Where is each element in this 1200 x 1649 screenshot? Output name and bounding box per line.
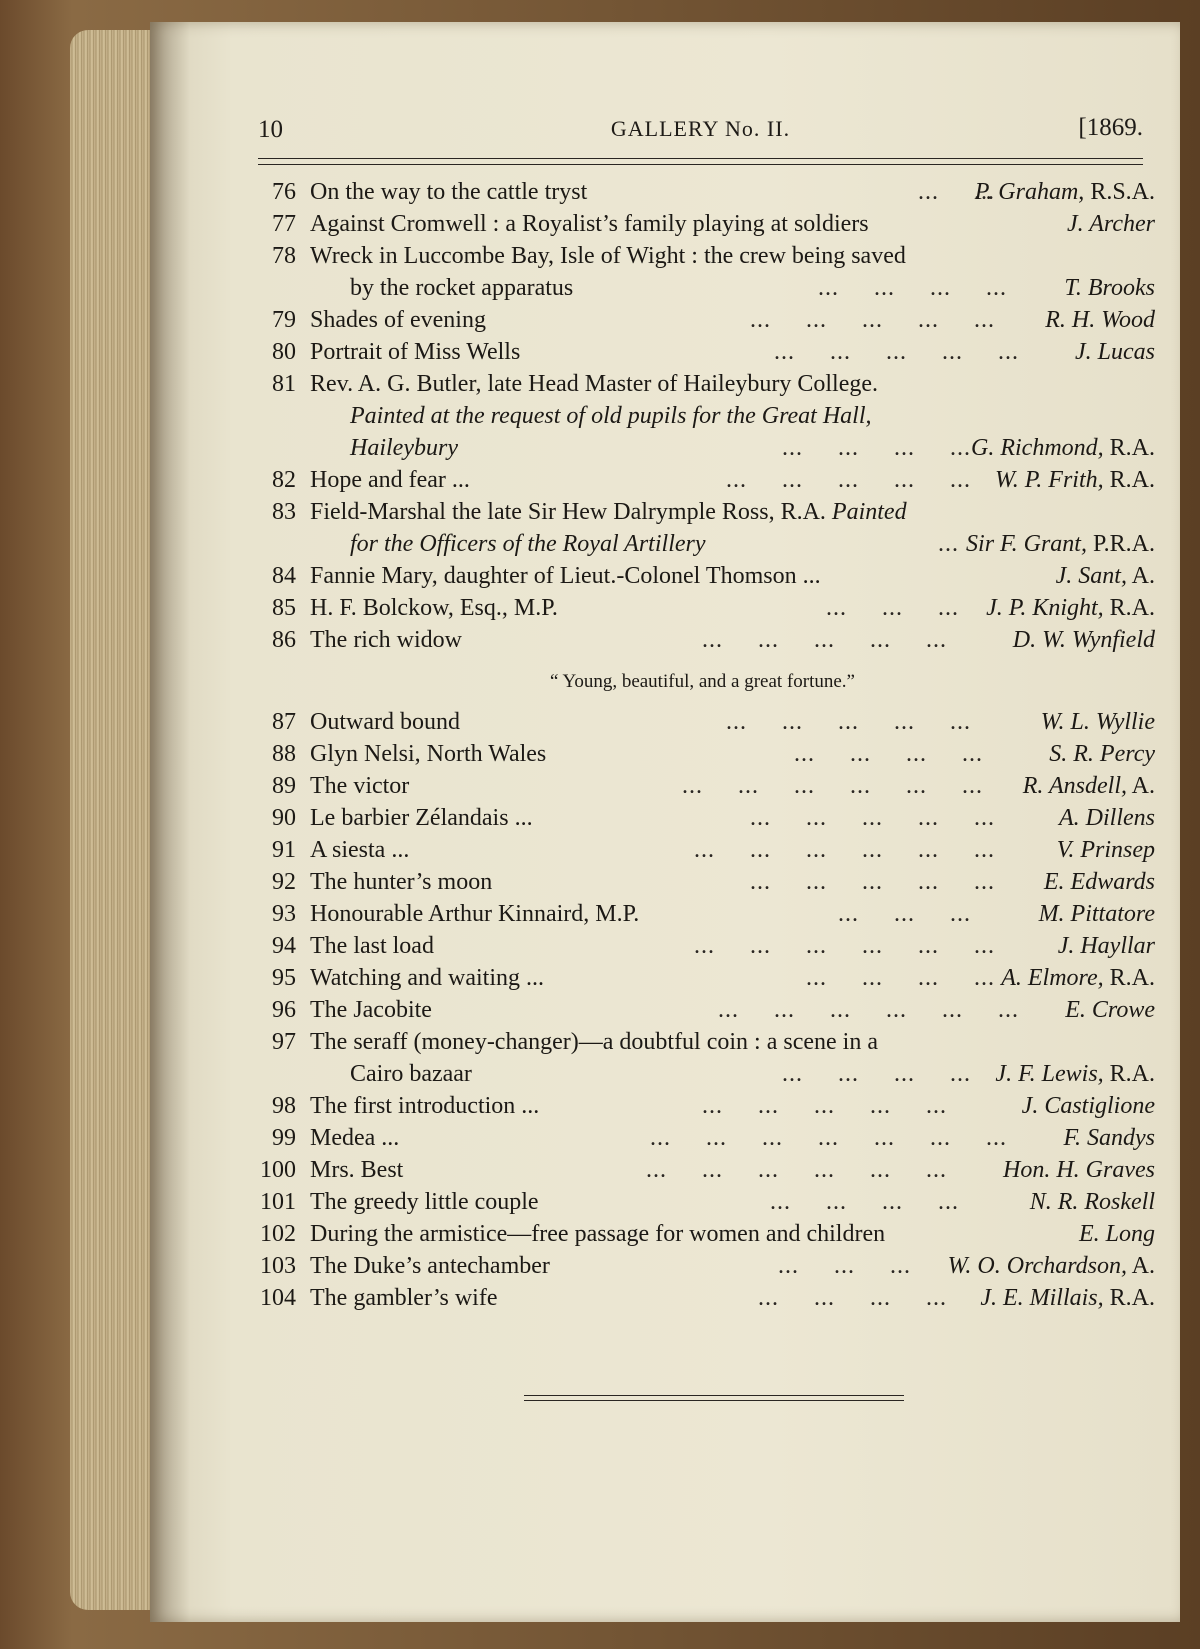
entry-title-continued: Cairo bazaar: [350, 1061, 472, 1087]
entry-number: 90: [272, 805, 296, 831]
entry-title: Glyn Nelsi, North Wales: [310, 741, 547, 767]
entry-title: The last load: [310, 933, 434, 959]
artist-name: [971, 432, 1155, 464]
entry-title: Hope and fear ...: [310, 467, 470, 493]
catalogue-entry: [250, 994, 1155, 1026]
entry-title: Wreck in Luccombe Bay, Isle of Wight : the crew being saved: [310, 243, 906, 269]
artist-honour: R.A.: [1103, 595, 1155, 621]
artist-name-italic: M. Pittatore: [1038, 901, 1155, 927]
entry-number: 101: [260, 1189, 296, 1215]
artist-name: [1023, 770, 1155, 802]
entry-title-continued: by the rocket apparatus: [350, 275, 574, 301]
entry-title: The victor: [310, 773, 410, 799]
artist-name-italic: J. Castiglione: [1021, 1093, 1155, 1119]
entry-number: 88: [272, 741, 296, 767]
entry-number: 92: [272, 869, 296, 895]
page-edges: [70, 30, 160, 1610]
entry-title: Rev. A. G. Butler, late Head Master of Haileybury College.: [310, 371, 878, 397]
gallery-title: GALLERY No. II.: [610, 116, 791, 141]
artist-name-italic: E. Crowe: [1065, 997, 1155, 1023]
entry-number: 96: [272, 997, 296, 1023]
leader-dots: ... ... ... ... ...: [702, 627, 947, 653]
entry-continuation: [250, 1058, 1155, 1090]
leader-dots: ... ... ...: [826, 595, 959, 621]
running-head: [258, 112, 1143, 152]
artist-name-italic: E. Long: [1078, 1221, 1155, 1247]
catalogue-entry: [250, 1154, 1155, 1186]
artist-name-italic: Sir F. Grant,: [966, 531, 1087, 557]
entry-title: Outward bound: [310, 709, 460, 735]
artist-name-italic: J. F. Lewis,: [995, 1061, 1104, 1087]
artist-honour: R.A.: [1103, 435, 1155, 461]
catalogue-entry: [250, 208, 1155, 240]
leader-dots: ... ... ... ... ... ...: [718, 997, 1019, 1023]
artist-name: [995, 464, 1155, 496]
artist-name: [1063, 1122, 1155, 1154]
artist-name: [995, 1058, 1155, 1090]
catalogue-entry: [250, 1090, 1155, 1122]
catalogue-entry: [250, 464, 1155, 496]
catalogue-entry: [250, 176, 1155, 208]
page-number: 10: [258, 116, 283, 143]
artist-name-italic: J. E. Millais,: [980, 1285, 1104, 1311]
catalogue-entry: [250, 336, 1155, 368]
entry-title: Mrs. Best: [310, 1157, 404, 1183]
entry-title: The rich widow: [310, 627, 462, 653]
entry-title: Against Cromwell : a Royalist’s family playing at soldiers: [310, 211, 869, 237]
entry-title: Medea ...: [310, 1125, 400, 1151]
entry-title: The Jacobite: [310, 997, 432, 1023]
entry-title: Honourable Arthur Kinnaird, M.P.: [310, 901, 640, 927]
catalogue-entry: [250, 738, 1155, 770]
catalogue-entry: [250, 624, 1155, 656]
leader-dots: ... ... ... ... ...: [750, 869, 995, 895]
artist-name-italic: J. Hayllar: [1057, 933, 1155, 959]
artist-name: [1022, 1090, 1155, 1122]
artist-name: [1079, 1218, 1155, 1250]
entry-number: 87: [272, 709, 296, 735]
leader-dots: ... ... ... ... ... ...: [646, 1157, 947, 1183]
artist-name: [1030, 1186, 1155, 1218]
artist-name: [1044, 866, 1155, 898]
leader-dots: ... ... ... ... ...: [774, 339, 1019, 365]
catalogue-entry: [250, 1122, 1155, 1154]
catalogue-entry: [250, 866, 1155, 898]
artist-name-italic: J. Sant,: [1055, 563, 1127, 589]
artist-honour: P.R.A.: [1086, 531, 1155, 557]
entry-title: Watching and waiting ...: [310, 965, 545, 991]
entry-title: Le barbier Zélandais ...: [310, 805, 533, 831]
header-rule: [258, 158, 1143, 165]
artist-name-italic: G. Richmond,: [971, 435, 1104, 461]
leader-dots: ... ... ...: [778, 1253, 911, 1279]
artist-name-italic: A. Dillens: [1059, 805, 1155, 831]
entry-title-continued: for the Officers of the Royal Artillery: [350, 531, 706, 557]
catalogue-entry: [250, 1026, 1155, 1058]
artist-name-italic: V. Prinsep: [1056, 837, 1155, 863]
catalogue-entry: [250, 898, 1155, 930]
catalogue-entry: [250, 560, 1155, 592]
leader-dots: ... ... ... ... ...: [750, 307, 995, 333]
entry-title: The seraff (money-changer)—a doubtful coin : a scene in a: [310, 1029, 878, 1055]
entry-title-italic: Painted: [825, 499, 907, 525]
entry-title: The hunter’s moon: [310, 869, 493, 895]
entry-number: 77: [272, 211, 296, 237]
artist-name: [1049, 738, 1155, 770]
entry-title: A siesta ...: [310, 837, 410, 863]
entry-title-continued: Haileybury: [350, 435, 458, 461]
entry-number: 97: [272, 1029, 296, 1055]
entry-title: Field-Marshal the late Sir Hew Dalrymple Ross, R.A. Painted: [310, 499, 907, 525]
artist-name: [1039, 898, 1155, 930]
leader-dots: ... ... ... ... ...: [702, 1093, 947, 1119]
entry-title: Portrait of Miss Wells: [310, 339, 521, 365]
artist-name-italic: R. H. Wood: [1045, 307, 1155, 333]
artist-name-italic: D. W. Wynfield: [1012, 627, 1155, 653]
catalogue-entry: [250, 706, 1155, 738]
artist-name-italic: R. Ansdell,: [1022, 773, 1127, 799]
artist-name-italic: N. R. Roskell: [1029, 1189, 1155, 1215]
catalogue-entry: [250, 834, 1155, 866]
spine-shadow: [150, 22, 190, 1622]
catalogue-entry: [250, 1282, 1155, 1314]
artist-name: [1058, 930, 1155, 962]
artist-name: [1056, 560, 1155, 592]
year-label: [1869.: [1078, 114, 1143, 141]
artist-name-italic: W. P. Frith,: [994, 467, 1104, 493]
artist-name: [1067, 208, 1155, 240]
entry-number: 94: [272, 933, 296, 959]
entry-title: Fannie Mary, daughter of Lieut.-Colonel Thomson ...: [310, 563, 821, 589]
entry-number: 104: [260, 1285, 296, 1311]
entry-number: 81: [272, 371, 296, 397]
catalogue-entry: [250, 930, 1155, 962]
leader-dots: ... ... ...: [838, 901, 971, 927]
artist-name: [1001, 962, 1155, 994]
artist-name: [1064, 272, 1155, 304]
catalogue-entry: [250, 304, 1155, 336]
entry-continuation: [250, 528, 1155, 560]
entry-number: 76: [272, 179, 296, 205]
leader-dots: ... ...: [918, 179, 995, 205]
catalogue-entry: [250, 496, 1155, 528]
entry-title: The gambler’s wife: [310, 1285, 498, 1311]
entry-title: The Duke’s antechamber: [310, 1253, 550, 1279]
entry-continuation: [250, 432, 1155, 464]
leader-dots: ... ... ... ... ... ...: [694, 933, 995, 959]
entry-title: Shades of evening: [310, 307, 486, 333]
catalogue-entry: [250, 962, 1155, 994]
entry-number: 91: [272, 837, 296, 863]
artist-name-italic: E. Edwards: [1043, 869, 1155, 895]
entry-number: 89: [272, 773, 296, 799]
entry-number: 85: [272, 595, 296, 621]
artist-name: [966, 528, 1155, 560]
artist-name: [1013, 624, 1155, 656]
entry-number: 93: [272, 901, 296, 927]
leader-dots: ... ... ... ... ... ... ...: [650, 1125, 1007, 1151]
entry-number: 100: [260, 1157, 296, 1183]
artist-name: [1059, 802, 1155, 834]
leader-dots: ...: [938, 531, 959, 557]
artist-name-italic: S. R. Percy: [1049, 741, 1155, 767]
artist-name: [1041, 706, 1155, 738]
catalogue-entry: [250, 802, 1155, 834]
artist-name: [1075, 336, 1155, 368]
artist-honour: A.: [1126, 1253, 1155, 1279]
entry-number: 86: [272, 627, 296, 653]
artist-honour: R.A.: [1103, 467, 1155, 493]
entry-number: 80: [272, 339, 296, 365]
artist-name: [980, 1282, 1155, 1314]
artist-name-italic: F. Sandys: [1063, 1125, 1155, 1151]
entry-number: 95: [272, 965, 296, 991]
artist-name-italic: A. Elmore,: [1001, 965, 1104, 991]
entry-number: 84: [272, 563, 296, 589]
leader-dots: ... ... ... ...: [782, 435, 971, 461]
entry-number: 79: [272, 307, 296, 333]
catalogue-list: [250, 176, 1155, 1314]
catalogue-entry: [250, 770, 1155, 802]
entry-continuation: [250, 400, 1155, 432]
artist-honour: R.A.: [1103, 1061, 1155, 1087]
artist-name: [986, 592, 1155, 624]
entry-number: 102: [260, 1221, 296, 1247]
artist-honour: R.S.A.: [1084, 179, 1155, 205]
entry-title: H. F. Bolckow, Esq., M.P.: [310, 595, 558, 621]
artist-name: [975, 176, 1155, 208]
catalogue-entry: [250, 1250, 1155, 1282]
leader-dots: ... ... ... ... ... ...: [694, 837, 995, 863]
artist-honour: A.: [1126, 773, 1155, 799]
artist-name: [1003, 1154, 1155, 1186]
leader-dots: ... ... ... ... ... ...: [682, 773, 983, 799]
catalogue-entry: [250, 368, 1155, 400]
leader-dots: ... ... ... ...: [818, 275, 1007, 301]
entry-number: 78: [272, 243, 296, 269]
artist-name-italic: W. L. Wyllie: [1040, 709, 1155, 735]
entry-title: During the armistice—free passage for women and children: [310, 1221, 886, 1247]
artist-honour: R.A.: [1103, 965, 1155, 991]
leader-dots: ... ... ... ... ...: [750, 805, 995, 831]
artist-name-italic: J. P. Knight,: [986, 595, 1104, 621]
entry-title: On the way to the cattle tryst: [310, 179, 588, 205]
leader-dots: ... ... ... ...: [758, 1285, 947, 1311]
entry-title-continued: Painted at the request of old pupils for the Great Hall,: [350, 403, 872, 429]
artist-honour: A.: [1126, 563, 1155, 589]
artist-name-italic: W. O. Orchardson,: [947, 1253, 1127, 1279]
catalogue-entry: [250, 592, 1155, 624]
leader-dots: ... ... ... ... ...: [726, 709, 971, 735]
footer-rule: [524, 1395, 904, 1401]
leader-dots: ... ... ... ...: [794, 741, 983, 767]
leader-dots: ... ... ... ... ...: [726, 467, 971, 493]
artist-name-italic: Hon. H. Graves: [1003, 1157, 1155, 1183]
artist-name: [1065, 994, 1155, 1026]
artist-name-italic: J. Lucas: [1075, 339, 1155, 365]
artist-name: [1045, 304, 1155, 336]
entry-number: 82: [272, 467, 296, 493]
entry-number: 103: [260, 1253, 296, 1279]
catalogue-entry: [250, 240, 1155, 272]
entry-number: 83: [272, 499, 296, 525]
entry-number: 99: [272, 1125, 296, 1151]
artist-name: [948, 1250, 1155, 1282]
artist-name-italic: T. Brooks: [1064, 275, 1155, 301]
artist-honour: R.A.: [1103, 1285, 1155, 1311]
entry-number: 98: [272, 1093, 296, 1119]
leader-dots: ... ... ... ...: [770, 1189, 959, 1215]
artist-name: [1057, 834, 1155, 866]
leader-dots: ... ... ... ...: [782, 1061, 971, 1087]
entry-title: The first introduction ...: [310, 1093, 540, 1119]
artist-name-italic: J. Archer: [1067, 211, 1155, 237]
catalogue-entry: [250, 1186, 1155, 1218]
entry-continuation: [250, 272, 1155, 304]
artist-name-italic: P. Graham,: [974, 179, 1085, 205]
epigraph-quote: “ Young, beautiful, and a great fortune.”: [550, 671, 855, 692]
entry-title: The greedy little couple: [310, 1189, 539, 1215]
leader-dots: ... ... ... ...: [806, 965, 995, 991]
catalogue-entry: [250, 1218, 1155, 1250]
